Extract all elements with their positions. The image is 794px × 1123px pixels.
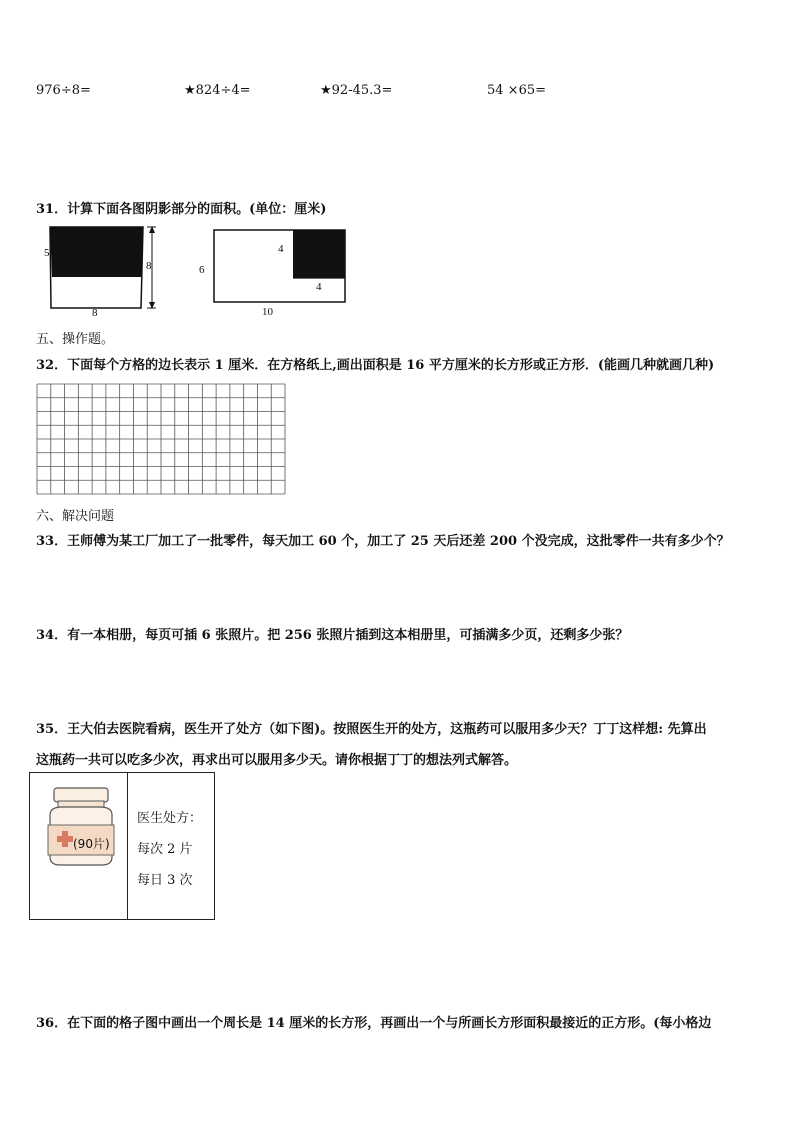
medicine-bottle-icon — [40, 785, 120, 869]
prescription-divider — [127, 773, 128, 919]
fig2-inner-top-label: 4 — [278, 243, 284, 255]
calc-1: 976÷8= — [36, 83, 91, 98]
fig1-left-label: 5 — [44, 247, 50, 259]
square-grid-32 — [37, 384, 285, 494]
calc-2: ★824÷4= — [184, 83, 251, 98]
prescription-frequency: 每日 3 次 — [137, 873, 193, 888]
question-33: 33．王师傅为某工厂加工了一批零件，每天加工 60 个，加工了 25 天后还差 200 个没完成，这批零件一共有多少个？ — [36, 534, 730, 549]
calc-3: ★92-45.3= — [320, 83, 393, 98]
fig1-bottom-label: 8 — [92, 307, 98, 319]
shaded-region-1 — [50, 227, 143, 277]
question-35-line2: 这瓶药一共可以吃多少次，再求出可以服用多少天。请你根据丁丁的想法列式解答。 — [36, 753, 518, 768]
shaded-square-2 — [293, 230, 345, 278]
question-34: 34．有一本相册，每页可插 6 张照片。把 256 张照片插到这本相册里，可插满多少页，还剩多少张？ — [36, 628, 629, 643]
section-6-heading: 六、解决问题 — [36, 509, 115, 524]
fig2-left-label: 6 — [199, 264, 205, 276]
question-32: 32．下面每个方格的边长表示 1 厘米．在方格纸上,画出面积是 16 平方厘米的长方形或正方形．(能画几种就画几种) — [36, 358, 715, 373]
question-31: 31．计算下面各图阴影部分的面积。(单位：厘米) — [36, 202, 327, 217]
bottle-label: (90片) — [73, 837, 110, 851]
section-5-heading: 五、操作题。 — [36, 332, 115, 347]
calc-4: 54 ×65= — [487, 83, 547, 98]
figure-31-2 — [210, 227, 350, 307]
question-36: 36．在下面的格子图中画出一个周长是 14 厘米的长方形，再画出一个与所画长方形面积最接近的正方形。(每小格边 — [36, 1016, 712, 1031]
prescription-dose: 每次 2 片 — [137, 842, 193, 857]
question-35-line1: 35．王大伯去医院看病，医生开了处方（如下图)。按照医生开的处方，这瓶药可以服用多少天？丁丁这样想: 先算出 — [36, 722, 707, 737]
prescription-title: 医生处方： — [137, 811, 203, 826]
fig2-bottom-label: 10 — [262, 306, 273, 318]
fig2-inner-bottom-label: 4 — [316, 281, 322, 293]
prescription-figure — [29, 772, 215, 920]
fig1-right-label: 8 — [146, 260, 152, 272]
